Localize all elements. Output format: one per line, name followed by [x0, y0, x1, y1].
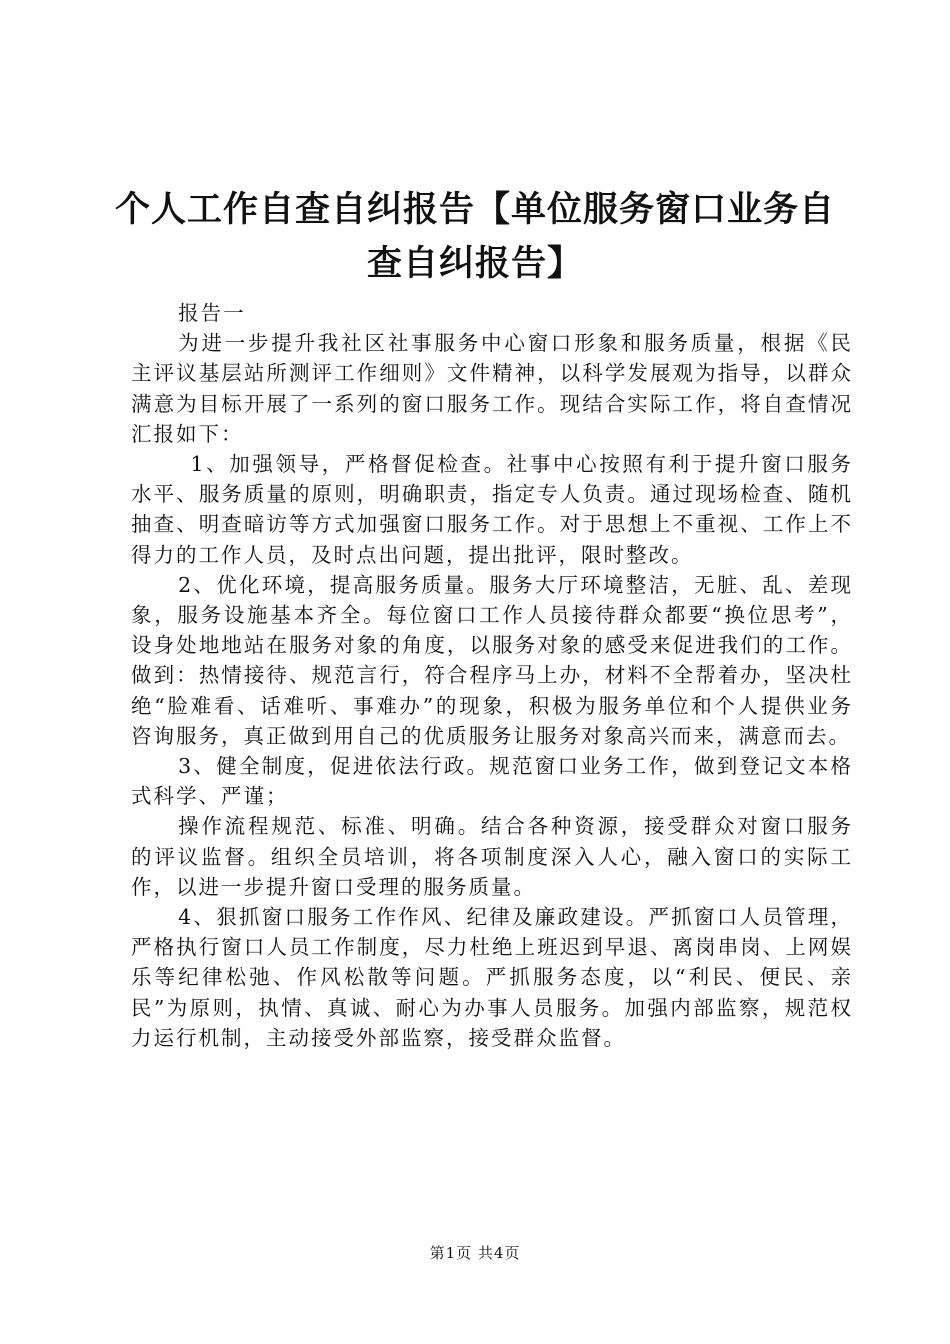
section-heading: 报告一: [178, 301, 246, 325]
document-title: [110, 183, 840, 291]
paragraph-item-2: 2、优化环境，提高服务质量。服务大厅环境整洁，无脏、乱、差现象，服务设施基本齐全。每位窗口工作人员接待群众都要“换位思考”，设身处地地站在服务对象的角度，以服务对象的感受来促进我们的工作。做到：热情接待、规范言行，符合程序马上办，材料不全帮着办，坚决杜绝“脸难看、话难听、事难办”的现象，积极为服务单位和个人提供业务咨询服务，真正做到用自己的优质服务让服务对象高兴而来，满意而去。: [131, 572, 853, 748]
paragraph-item-3: 3、健全制度，促进依法行政。规范窗口业务工作，做到登记文本格式科学、严谨；: [131, 754, 853, 809]
paragraph-item-3-continued: 操作流程规范、标准、明确。结合各种资源，接受群众对窗口服务的评议监督。组织全员培训，将各项制度深入人心，融入窗口的实际工作，以进一步提升窗口受理的服务质量。: [131, 814, 853, 899]
title-line-1: 个人工作自查自纠报告【单位服务窗口业务自: [114, 190, 835, 230]
paragraph-intro: 为进一步提升我社区社事服务中心窗口形象和服务质量，根据《民主评议基层站所测评工作细则》文件精神，以科学发展观为指导，以群众满意为目标开展了一系列的窗口服务工作。现结合实际工作，将自查情况汇报如下：: [131, 331, 853, 446]
document-body: [131, 298, 853, 1053]
page-footer: [0, 1242, 950, 1263]
paragraph-item-4: 4、狠抓窗口服务工作作风、纪律及廉政建设。严抓窗口人员管理，严格执行窗口人员工作制度，尽力杜绝上班迟到早退、离岗串岗、上网娱乐等纪律松弛、作风松散等问题。严抓服务态度，以“利民、便民、亲民”为原则，执情、真诚、耐心为办事人员服务。加强内部监察，规范权力运行机制，主动接受外部监察，接受群众监督。: [131, 905, 853, 1050]
paragraph-item-1: 1、加强领导，严格督促检查。社事中心按照有利于提升窗口服务水平、服务质量的原则，明确职责，指定专人负责。通过现场检查、随机抽查、明查暗访等方式加强窗口服务工作。对于思想上不重视、工作上不得力的工作人员，及时点出问题，提出批评，限时整改。: [131, 452, 853, 567]
title-line-2: 查自纠报告】: [366, 244, 583, 284]
page-number: 第1页 共4页: [429, 1244, 521, 1262]
